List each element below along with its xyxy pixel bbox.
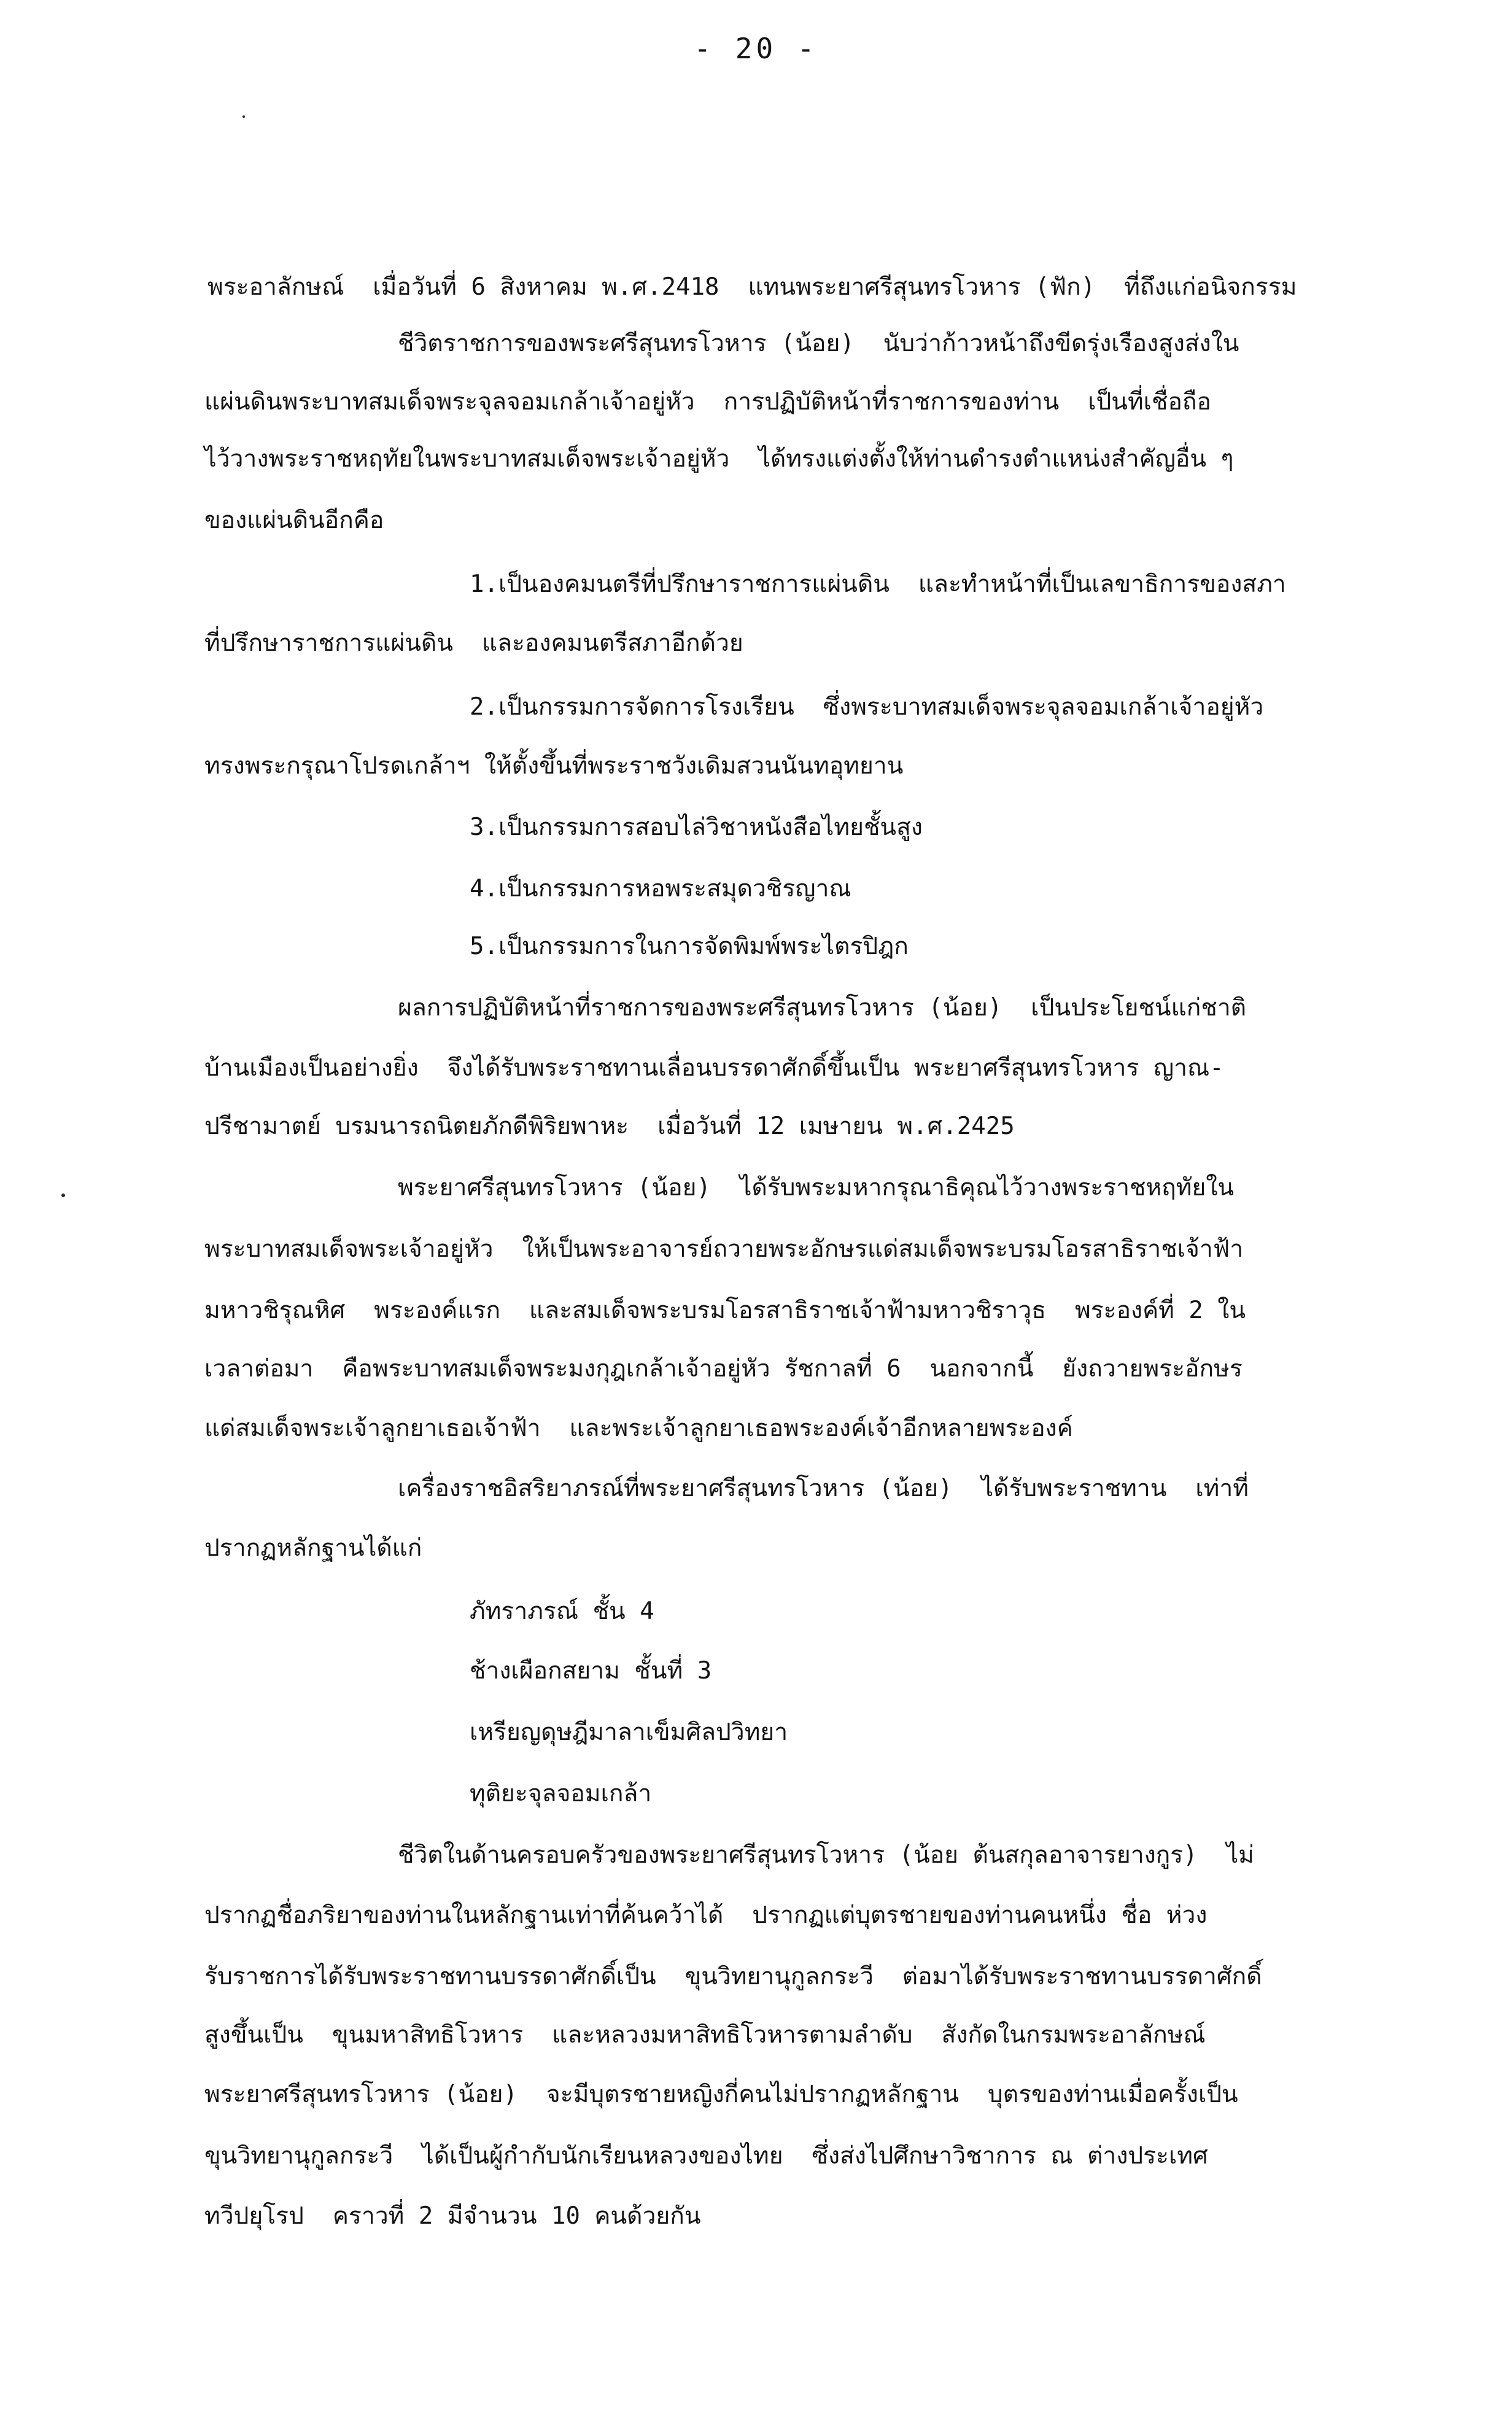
page-number: - 20 -: [694, 32, 818, 65]
text-line: ทุติยะจุลจอมเกล้า: [470, 1780, 652, 1807]
text-line: 2.เป็นกรรมการจัดการโรงเรียน ซึ่งพระบาทสมเด็จพระจุลจอมเกล้าเจ้าอยู่หัว: [470, 693, 1264, 721]
text-line: พระบาทสมเด็จพระเจ้าอยู่หัว ให้เป็นพระอาจารย์ถวายพระอักษรแด่สมเด็จพระบรมโอรสาธิราชเจ้าฟ้า: [204, 1235, 1244, 1263]
text-line: ที่ปรึกษาราชการแผ่นดิน และองคมนตรีสภาอีกด้วย: [204, 629, 743, 657]
text-line: พระอาลักษณ์ เมื่อวันที่ 6 สิงหาคม พ.ศ.2418 แทนพระยาศรีสุนทรโวหาร (ฟัก) ที่ถึงแก่อนิจกรรม: [207, 273, 1297, 301]
text-line: เวลาต่อมา คือพระบาทสมเด็จพระมงกุฎเกล้าเจ้าอยู่หัว รัชกาลที่ 6 นอกจากนี้ ยังถวายพระอักษร: [204, 1355, 1243, 1383]
text-line: ปรากฏชื่อภริยาของท่านในหลักฐานเท่าที่ค้นคว้าได้ ปรากฏแต่บุตรชายของท่านคนหนึ่ง ชื่อ ห่วง: [204, 1901, 1208, 1929]
text-line: ชีวิตในด้านครอบครัวของพระยาศรีสุนทรโวหาร (น้อย ต้นสกุลอาจารยางกูร) ไม่: [398, 1841, 1254, 1869]
text-line: ของแผ่นดินอีกคือ: [204, 507, 384, 534]
text-line: แผ่นดินพระบาทสมเด็จพระจุลจอมเกล้าเจ้าอยู่หัว การปฏิบัติหน้าที่ราชการของท่าน เป็นที่เชื่อถือ: [204, 388, 1211, 416]
text-line: ขุนวิทยานุกูลกระวี ได้เป็นผู้กำกับนักเรียนหลวงของไทย ซึ่งส่งไปศึกษาวิชาการ ณ ต่างประเทศ: [204, 2142, 1208, 2170]
text-line: ปรากฏหลักฐานได้แก่: [204, 1534, 422, 1562]
text-line: ไว้วางพระราชหฤทัยในพระบาทสมเด็จพระเจ้าอยู่หัว ได้ทรงแต่งตั้งให้ท่านดำรงตำแหน่งสำคัญอื่น ๆ: [204, 445, 1234, 473]
text-line: ผลการปฏิบัติหน้าที่ราชการของพระศรีสุนทรโวหาร (น้อย) เป็นประโยชน์แก่ชาติ: [398, 994, 1247, 1022]
text-line: 4.เป็นกรรมการหอพระสมุดวชิรญาณ: [470, 875, 851, 902]
scan-speck: [242, 115, 245, 118]
text-line: 1.เป็นองคมนตรีที่ปรึกษาราชการแผ่นดิน และทำหน้าที่เป็นเลขาธิการของสภา: [470, 570, 1286, 598]
text-line: แด่สมเด็จพระเจ้าลูกยาเธอเจ้าฟ้า และพระเจ้าลูกยาเธอพระองค์เจ้าอีกหลายพระองค์: [204, 1415, 1073, 1442]
text-line: มหาวชิรุณหิศ พระองค์แรก และสมเด็จพระบรมโอรสาธิราชเจ้าฟ้ามหาวชิราวุธ พระองค์ที่ 2 ใน: [204, 1297, 1246, 1324]
text-line: ชีวิตราชการของพระศรีสุนทรโวหาร (น้อย) นับว่าก้าวหน้าถึงขีดรุ่งเรืองสูงส่งใน: [398, 330, 1239, 357]
text-line: บ้านเมืองเป็นอย่างยิ่ง จึงได้รับพระราชทานเลื่อนบรรดาศักดิ์ขึ้นเป็น พระยาศรีสุนทรโวหาร ญาณ-: [204, 1054, 1224, 1082]
text-line: ภัทราภรณ์ ชั้น 4: [470, 1597, 654, 1625]
text-line: 5.เป็นกรรมการในการจัดพิมพ์พระไตรปิฎก: [470, 933, 909, 960]
text-line: รับราชการได้รับพระราชทานบรรดาศักดิ์เป็น ขุนวิทยานุกูลกระวี ต่อมาได้รับพระราชทานบรรดาศักดิ์: [204, 1963, 1262, 1990]
text-line: 3.เป็นกรรมการสอบไล่วิชาหนังสือไทยชั้นสูง: [470, 813, 923, 841]
text-line: ปรีชามาตย์ บรมนารถนิตยภักดีพิริยพาหะ เมื่อวันที่ 12 เมษายน พ.ศ.2425: [204, 1112, 1015, 1140]
text-line: เครื่องราชอิสริยาภรณ์ที่พระยาศรีสุนทรโวหาร (น้อย) ได้รับพระราชทาน เท่าที่: [398, 1475, 1249, 1502]
text-line: ช้างเผือกสยาม ชั้นที่ 3: [470, 1657, 712, 1685]
text-line: สูงขึ้นเป็น ขุนมหาสิทธิโวหาร และหลวงมหาสิทธิโวหารตามลำดับ สังกัดในกรมพระอาลักษณ์: [204, 2021, 1206, 2049]
scan-speck: [61, 1194, 65, 1197]
text-line: เหรียญดุษฎีมาลาเข็มศิลปวิทยา: [470, 1718, 788, 1746]
text-line: พระยาศรีสุนทรโวหาร (น้อย) จะมีบุตรชายหญิงกี่คนไม่ปรากฏหลักฐาน บุตรของท่านเมื่อครั้งเป็น: [204, 2081, 1238, 2108]
text-line: ทวีปยุโรป คราวที่ 2 มีจำนวน 10 คนด้วยกัน: [204, 2202, 701, 2230]
text-line: พระยาศรีสุนทรโวหาร (น้อย) ได้รับพระมหากรุณาธิคุณไว้วางพระราชหฤทัยใน: [398, 1174, 1235, 1201]
text-line: ทรงพระกรุณาโปรดเกล้าฯ ให้ตั้งขึ้นที่พระราชวังเดิมสวนนันทอุทยาน: [204, 752, 904, 780]
